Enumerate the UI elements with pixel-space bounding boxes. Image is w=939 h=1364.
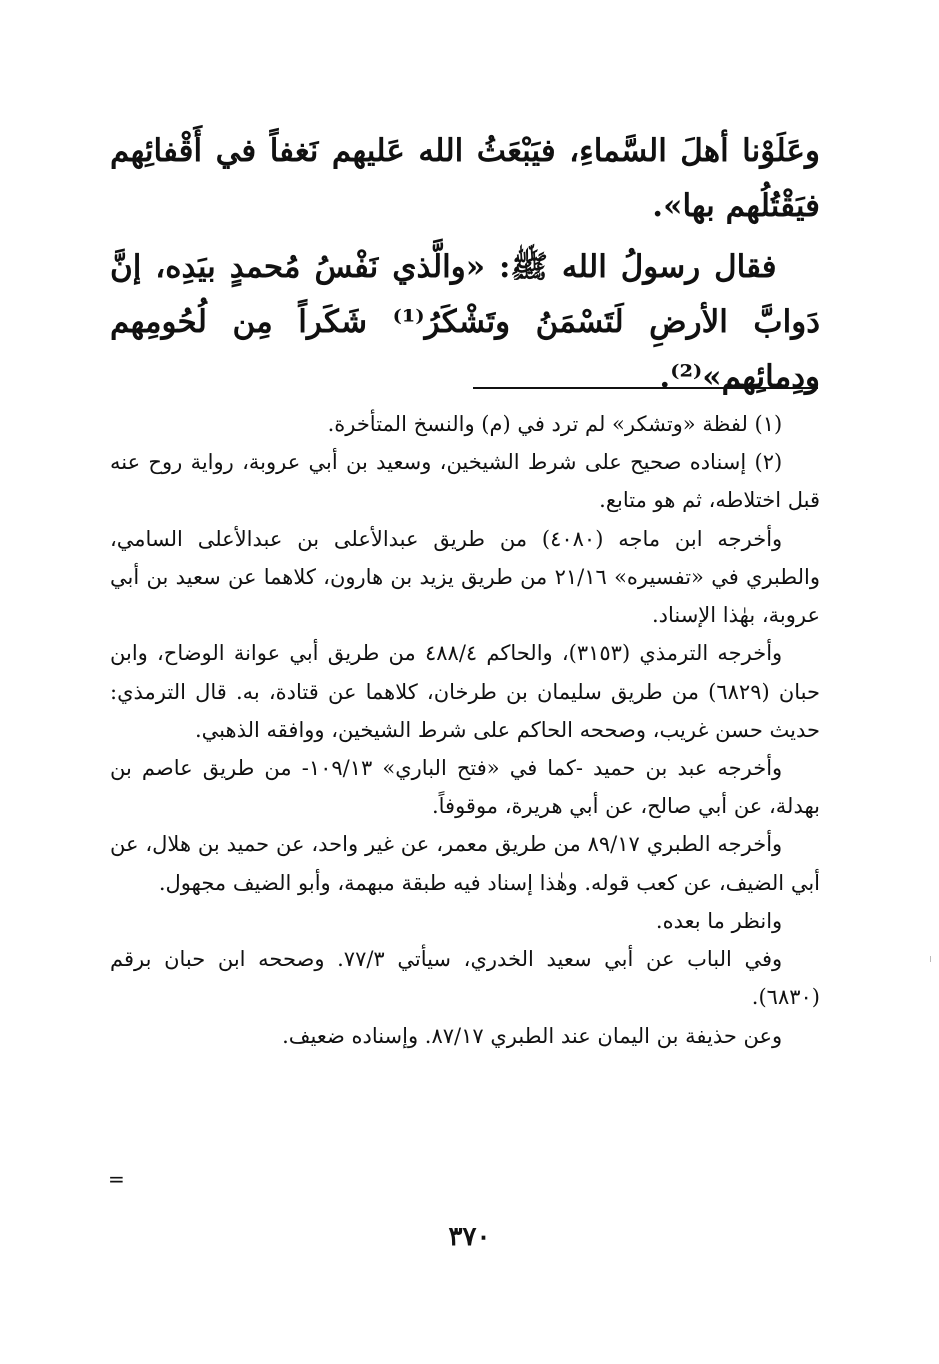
scan-speck	[930, 956, 931, 962]
footnote-2-paragraph: وأخرجه الطبري ٨٩/١٧ من طريق معمر، عن غير واحد، عن حميد بن هلال، عن أبي الضيف، عن كعب قوله. وهٰذا إسناد فيه طبقة مبهمة، وأبو الضيف مجهول.	[110, 832, 820, 895]
footnotes-section	[110, 405, 820, 1055]
continuation-mark: =	[108, 1167, 125, 1191]
footnote-1: (١) لفظة «وتشكر» لم ترد في (م) والنسخ المتأخرة.	[327, 412, 783, 436]
footnote-2-paragraph: وفي الباب عن أبي سعيد الخدري، سيأتي ٧٧/٣. وصححه ابن حبان برقم (٦٨٣٠).	[110, 947, 820, 1010]
footnote-separator-rule	[473, 387, 818, 389]
footnote-2-paragraph: وانظر ما بعده.	[655, 908, 783, 933]
footnote-2-paragraph: وأخرجه الترمذي (٣١٥٣)، والحاكم ٤٨٨/٤ من طريق أبي عوانة الوضاح، وابن حبان (٦٨٢٩) من طريق سليمان بن طرخان، كلاهما عن قتادة، به. قال الترمذي: حديث حسن غريب، وصححه الحاكم على شرط الشيخين، ووافقه الذهبي.	[110, 641, 820, 742]
main-text-paragraph-2: فقال رسولُ الله ﷺ: «والَّذي نَفْسُ مُحمدٍ بيَدِه، إنَّ دَوابَّ الأرضِ لَتَسْمَنُ وتَشْكَرُ⁽¹⁾ شَكَراً مِن لُحُومِهم ودِمائِهم»⁽²⁾.	[110, 249, 821, 396]
page-number: ٣٧٠	[448, 1222, 491, 1252]
footnote-2: (٢) إسناده صحيح على شرط الشيخين، وسعيد بن أبي عروبة، رواية روح عنه قبل اختلاطه، ثم هو متابع.	[110, 450, 820, 513]
footnote-2-paragraph: وأخرجه ابن ماجه (٤٠٨٠) من طريق عبدالأعلى بن عبدالأعلى السامي، والطبري في «تفسيره» ٢١/١٦ من طريق يزيد بن هارون، كلاهما عن سعيد بن أبي عروبة، بهٰذا الإسناد.	[110, 526, 820, 628]
main-text-paragraph-1: وعَلَوْنا أهلَ السَّماءِ، فيَبْعَثُ الله عَليهم نَغفاً في أَقْفائِهم فيَقْتُلُهم بها».	[110, 133, 820, 225]
footnote-2-paragraph: وعن حذيفة بن اليمان عند الطبري ٨٧/١٧. وإسناده ضعيف.	[282, 1023, 783, 1048]
footnote-2-paragraph: وأخرجه عبد بن حميد -كما في «فتح الباري» ١٠٩/١٣- من طريق عاصم بن بهدلة، عن أبي صالح، عن أبي هريرة، موقوفاً.	[110, 755, 820, 819]
